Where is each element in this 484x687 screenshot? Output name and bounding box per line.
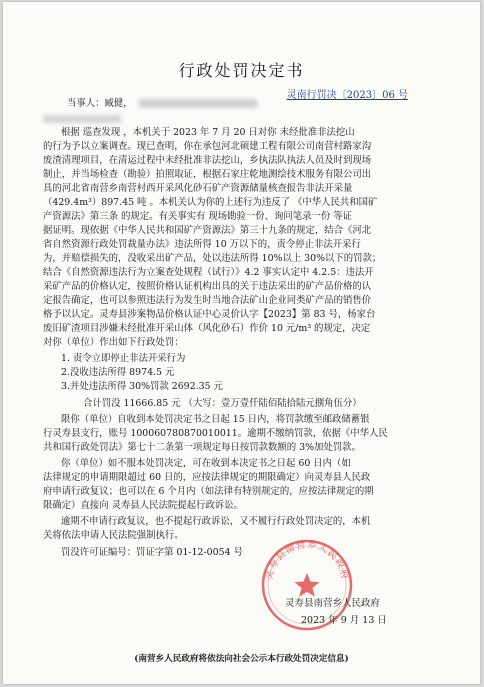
- penalty-item: 3.并处违法所得 30%罚款 2692.35 元: [61, 381, 223, 392]
- payment-line: 行灵寿县支行，账号 100060780870010011。逾期不缴纳罚款，依据《中华人民: [43, 428, 388, 439]
- payment-line: 限你（单位）自收到本处罚决定书之日起 15 日内，将罚款缴至邮政储蓄银: [61, 414, 370, 425]
- body-line: 制止，并当场检查（勘验）拍照取证，根据石家庄乾地测绘技术服务有限公司出: [43, 169, 372, 180]
- redacted-block: [139, 99, 257, 108]
- body-line: 结合《自然资源违法行为立案查处规程（试行）》4.2 事实认定中 4.2.5：违法开: [43, 267, 374, 278]
- penalty-item: 1. 责令立即停止非法开采行为: [61, 353, 186, 364]
- appeal-line: 府申请行政复议；也可以在 6 个月内（如法律有特别规定的，应按法律规定的期: [43, 486, 374, 497]
- document-page: [3, 2, 480, 684]
- body-line: 具的河北省南营乡南营村西开采风化砂石矿产资源储量核查报告非法开采量: [43, 183, 353, 194]
- payment-line: 共和国行政处罚法》第七十二条第一项规定每日按罚款数额的 3%加处罚款。: [43, 442, 361, 453]
- body-line: 定报告确定，也可以参照违法行为发生时当地合法矿山企业同类矿产品的销售价: [43, 295, 372, 306]
- appeal-line: 你（单位）如不服本处罚决定，可在收到本决定书之日起 60 日内（如: [61, 458, 351, 469]
- body-line: 省自然资源行政处罚裁量办法》违法所得 10 万以下的，责令停止非法开采行: [43, 239, 361, 250]
- body-line: 废渣清理项目，在清运过程中未经批准非法挖山，乡执法队执法人员及时到现场: [43, 155, 372, 166]
- appeal-line: 关将依法申请人民法院强制执行。: [43, 530, 184, 541]
- penalty-item: 2.没收违法所得 8974.5 元: [61, 367, 175, 378]
- appeal-line: 法律规定的申请期限超过 60 日的，应按法律规定的期限确定）向灵寿县人民政: [43, 472, 371, 483]
- document-number: 灵南行罚决〔2023〕06 号: [286, 90, 408, 101]
- document-title: 行政处罚决定书: [178, 61, 305, 80]
- body-line: 产资源法》第三条 的规定。有关事实有 现场勘验一份、询问笔录一份 等证: [43, 211, 352, 222]
- appeal-line: 限确定）直接向 灵寿县人民法院提起行政诉讼。: [43, 500, 243, 511]
- appeal-line: 逾期不申请行政复议，也不提起行政诉讼，又不履行行政处罚决定的，本机: [61, 516, 371, 527]
- signed-date: 2023 年 9 月 13 日: [301, 615, 387, 626]
- body-line: 的行为予以立案调查。现已查明，你在承包河北硕建工程有限公司南营村路家沟: [43, 141, 372, 152]
- body-line: 根据 巡查发现 ，本机关于 2023 年 7 月 20 日对你 未经批准非法挖山: [61, 127, 355, 138]
- body-line: 据证明。现依据《中华人民共和国矿产资源法》第三十九条的规定，结合《河北: [43, 225, 372, 236]
- party-line: [67, 97, 257, 111]
- party-label: 当事人：臧健，: [67, 98, 133, 109]
- seal-text: 灵寿县南营乡人民政府: [263, 539, 351, 581]
- body-line: 采矿产品的价格认定，按照价格认证机构出具的关于违法采出的矿产品价格的认: [43, 281, 372, 292]
- body-line: 对你（单位）作出如下行政处罚：: [43, 337, 184, 348]
- body-line: 格予以认定。灵寿县涉案物品价格认证中心灵价认字【2023】第 83 号，杨家台: [43, 309, 376, 320]
- body-line: 废旧矿渣项目涉嫌未经批准开采山体（风化砂石）作价 10 元/m³ 的规定，决定: [43, 323, 371, 334]
- disclosure-footer: (南营乡人民政府将依法向社会公示本行政处罚决定信息): [134, 654, 349, 664]
- permit-number: 罚没许可证编号：罚证字第 01-12-0054 号: [61, 547, 243, 558]
- body-line: 为，并赔偿损失的，没收采出矿产品，处以违法所得 10%以上 30%以下的罚款；: [43, 253, 382, 264]
- total-amount: 合计罚没 11666.85 元 （大写：壹万壹仟陆佰陆拾陆元捌角伍分）: [83, 398, 362, 409]
- redacted-block-2: [43, 115, 121, 123]
- body-line: （429.4m³）897.45 吨 。本机关认为你的上述行为违反了 《中华人民共和国矿: [43, 197, 378, 208]
- signer-name: 灵寿县南营乡人民政府: [285, 598, 381, 609]
